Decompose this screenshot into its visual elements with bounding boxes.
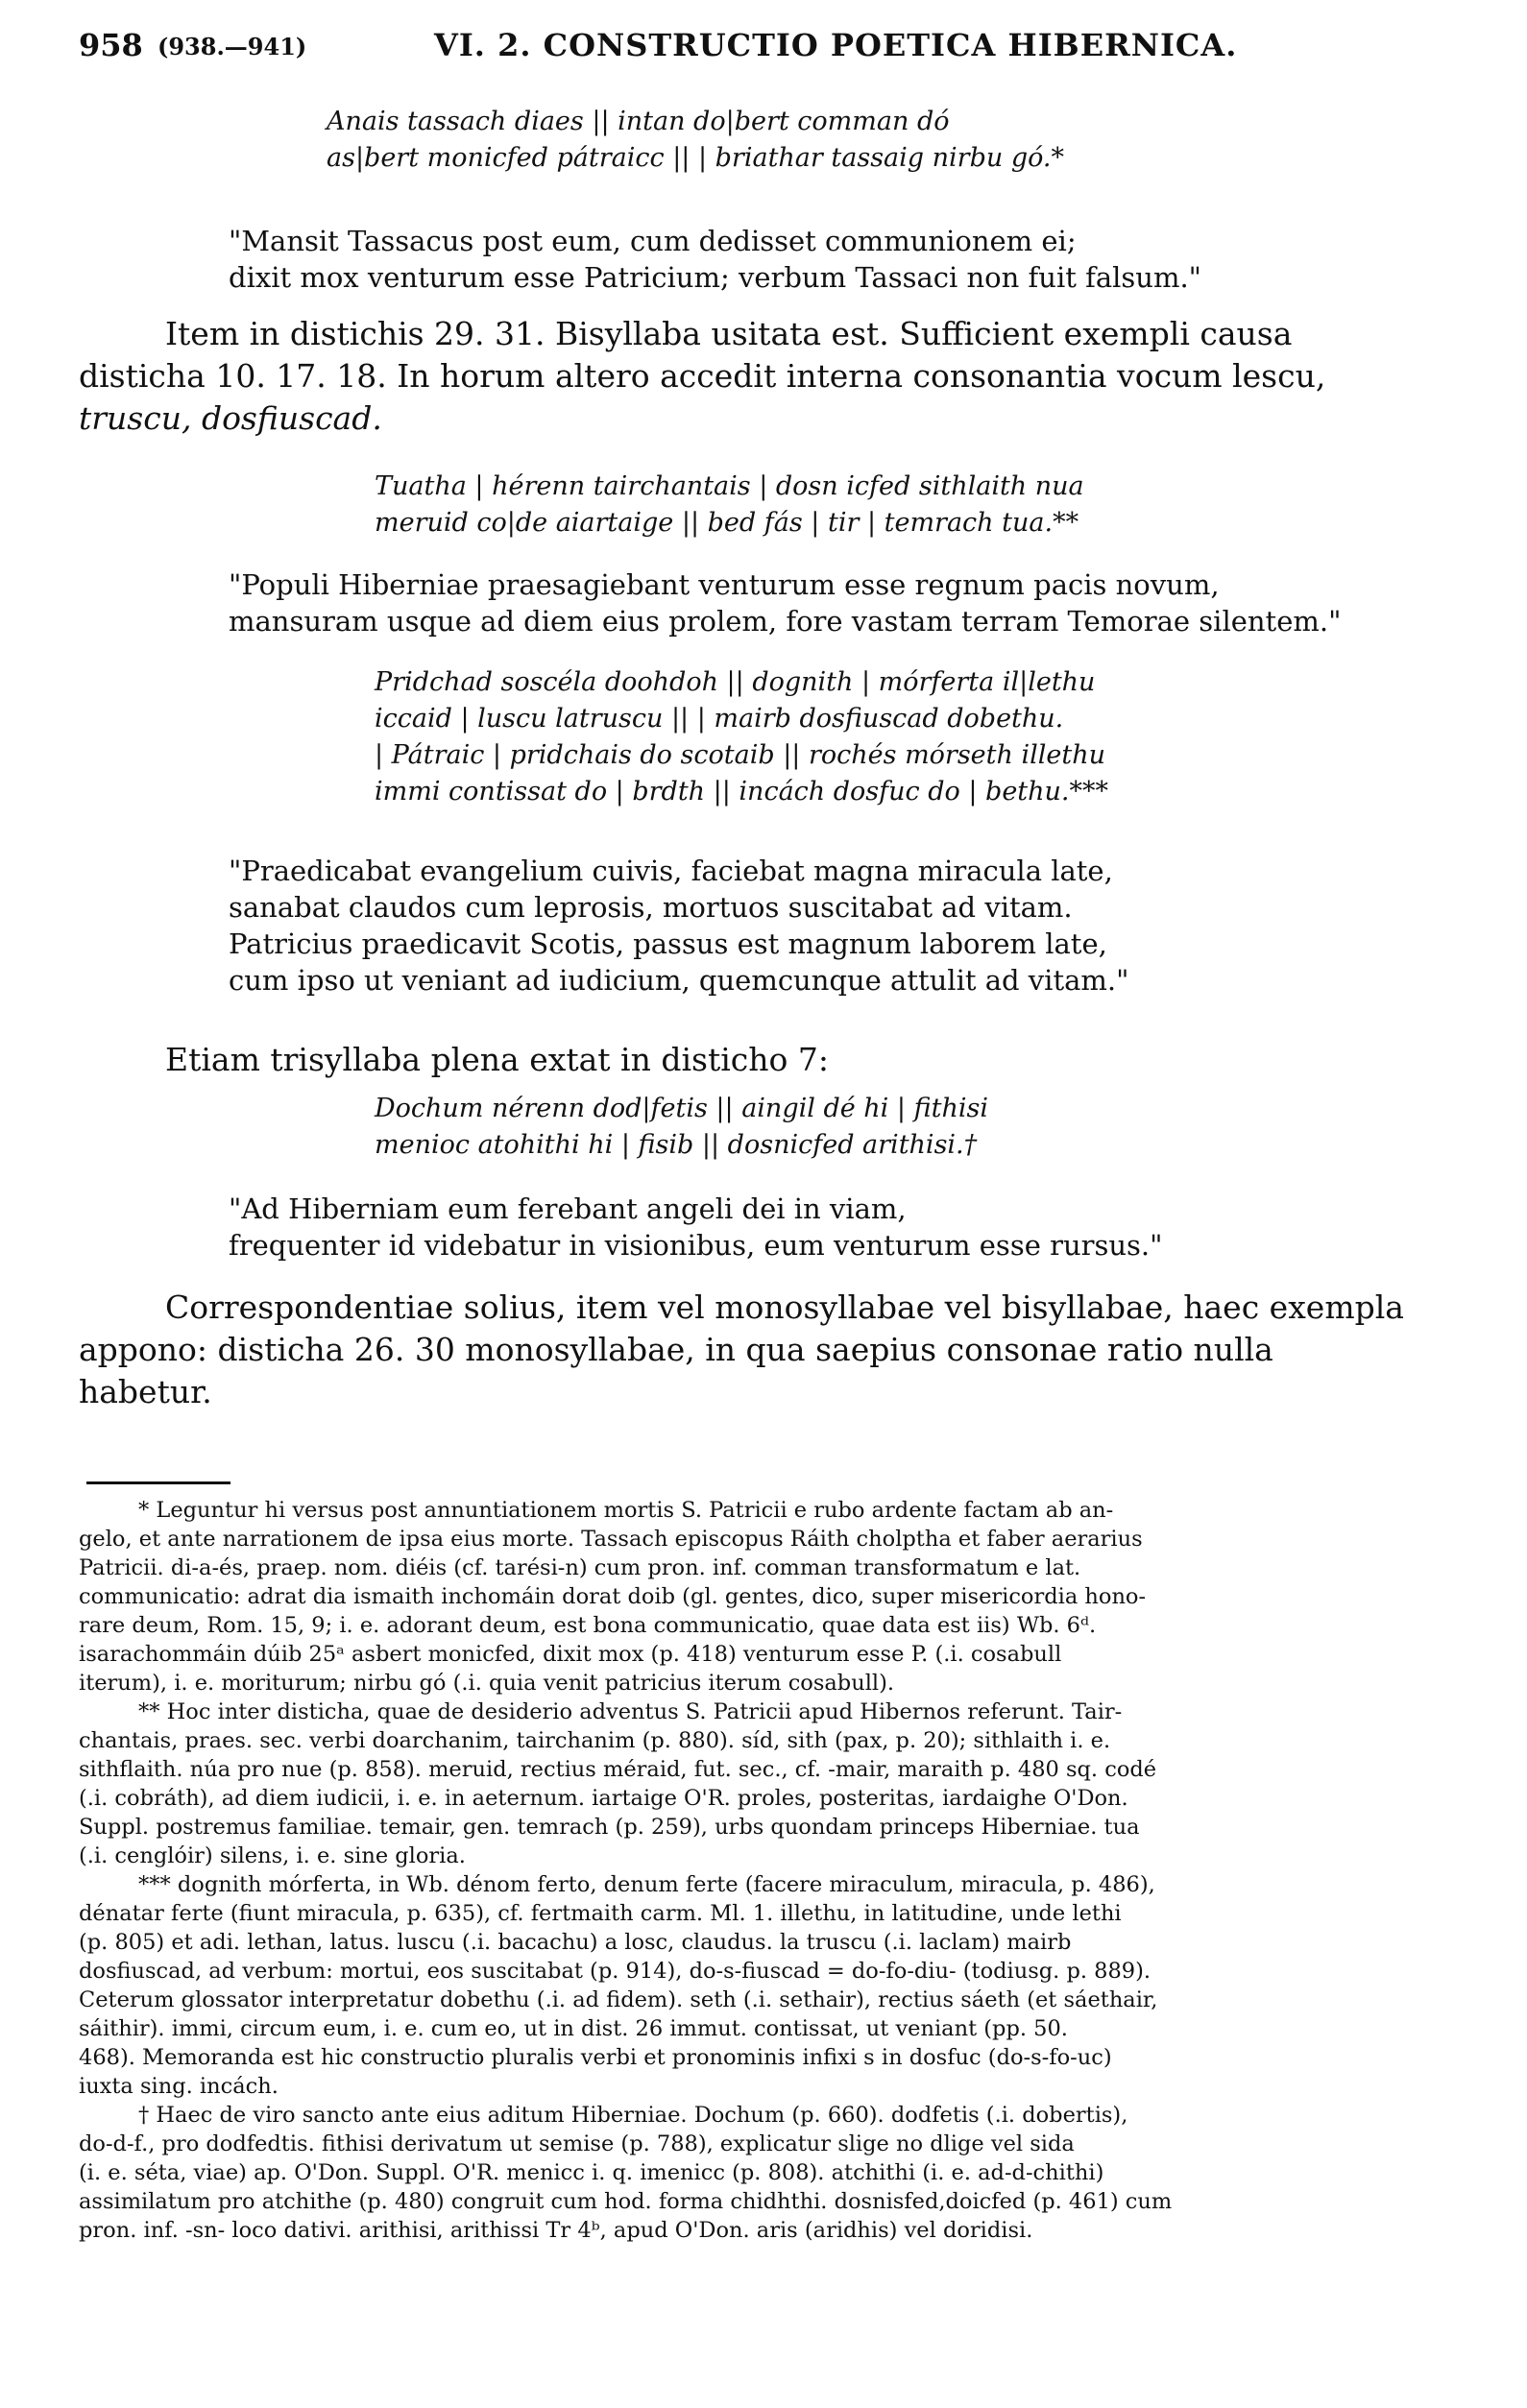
footnote-line: *** dognith mórferta, in Wb. dénom ferto, denum ferte (facere miraculum, miracula, p. 486), <box>138 1872 1155 1897</box>
footnote-line: Patricii. di-a-és, praep. nom. diéis (cf. tarési-n) cum pron. inf. comman transformatum e lat. <box>79 1555 1081 1580</box>
footnote-line: 468). Memoranda est hic constructio pluralis verbi et pronominis infixi s in dosfuc (do-s-fo-uc) <box>79 2045 1112 2070</box>
translation-line: "Mansit Tassacus post eum, cum dedisset communionem ei; <box>229 225 1077 257</box>
paragraph-bisyllaba <box>79 313 1466 440</box>
footnote-line: * Leguntur hi versus post annuntiationem mortis S. Patricii e rubo ardente factam ab an- <box>138 1498 1114 1523</box>
footnote-line: dosfiuscad, ad verbum: mortui, eos suscitabat (p. 914), do-s-fiuscad = do-fo-diu- (todiusg. p. 889). <box>79 1959 1151 1984</box>
footnote-line: ** Hoc inter disticha, quae de desiderio adventus S. Patricii apud Hibernos referunt. Tair- <box>138 1699 1123 1724</box>
paragraph-line: appono: disticha 26. 30 monosyllabae, in qua saepius consonae ratio nulla <box>79 1331 1273 1368</box>
footnote-line: pron. inf. -sn- loco dativi. arithisi, arithissi Tr 4ᵇ, apud O'Don. aris (aridhis) vel doridisi. <box>79 2218 1033 2243</box>
page-number: 958 <box>79 27 143 63</box>
translation-line: "Populi Hiberniae praesagiebant venturum esse regnum pacis novum, <box>229 568 1220 601</box>
translation-line: "Praedicabat evangelium cuivis, faciebat magna miracula late, <box>229 855 1113 887</box>
verse-line: Dochum nérenn dod|fetis || aingil dé hi | fithisi <box>375 1094 988 1123</box>
translation-line: dixit mox venturum esse Patricium; verbum Tassaci non fuit falsum." <box>229 261 1202 294</box>
verse-block-3 <box>375 664 1108 810</box>
footnote-line: chantais, praes. sec. verbi doarchanim, tairchanim (p. 880). síd, sith (pax, p. 20); sithlaith i. e. <box>79 1728 1111 1753</box>
footnote-line: † Haec de viro sancto ante eius aditum Hiberniae. Dochum (p. 660). dodfetis (.i. dobertis), <box>138 2103 1128 2128</box>
footnote-line: (.i. cobráth), ad diem iudicii, i. e. in aeternum. iartaige O'R. proles, posteritas, iardaighe O'Don. <box>79 1786 1128 1811</box>
translation-block-3 <box>229 853 1128 999</box>
page-header <box>79 27 1471 75</box>
footnote-line: communicatio: adrat dia ismaith inchomáin dorat doib (gl. gentes, dico, super misericordia hono- <box>79 1584 1147 1609</box>
running-title: VI. 2. CONSTRUCTIO POETICA HIBERNICA. <box>434 27 1238 63</box>
verse-line: Anais tassach diaes || intan do|bert comman dó <box>327 107 950 136</box>
translation-line: mansuram usque ad diem eius prolem, fore vastam terram Temorae silentem." <box>229 605 1342 638</box>
translation-line: cum ipso ut veniant ad iudicium, quemcunque attulit ad vitam." <box>229 964 1129 997</box>
verse-line: | Pátraic | pridchais do scotaib || rochés mórseth illethu <box>375 740 1105 770</box>
translation-block-4 <box>229 1191 1162 1264</box>
verse-block-1 <box>327 104 1064 177</box>
footnote-line: assimilatum pro atchithe (p. 480) congruit cum hod. forma chidhthi. dosnisfed,doicfed (p. 461) cum <box>79 2189 1173 2214</box>
footnote-line: (.i. cenglóir) silens, i. e. sine gloria. <box>79 1843 466 1868</box>
verse-line: Pridchad soscéla doohdoh || dognith | mórferta il|lethu <box>375 667 1096 697</box>
footnote-divider <box>86 1481 230 1484</box>
paragraph-line: Item in distichis 29. 31. Bisyllaba usitata est. Sufficient exempli causa <box>165 315 1293 352</box>
footnote-line: Ceterum glossator interpretatur dobethu (.i. ad fidem). seth (.i. sethair), rectius sáeth (et sáethair, <box>79 1987 1158 2012</box>
translation-block-2 <box>229 566 1341 639</box>
verse-block-2 <box>375 469 1084 542</box>
section-range: (938.—941) <box>158 33 307 60</box>
footnote-line: (p. 805) et adi. lethan, latus. luscu (.i. bacachu) a losc, claudus. la truscu (.i. laclam) mairb <box>79 1930 1072 1955</box>
footnote-line: iuxta sing. incách. <box>79 2074 279 2099</box>
verse-line: meruid co|de aiartaige || bed fás | tir | temrach tua.** <box>375 508 1079 538</box>
footnote-line: do-d-f., pro dodfedtis. fithisi derivatum ut semise (p. 788), explicatur slige no dlige vel sida <box>79 2131 1075 2156</box>
paragraph-line: Correspondentiae solius, item vel monosyllabae vel bisyllabae, haec exempla <box>165 1288 1404 1326</box>
footnotes <box>79 1496 1471 2245</box>
verse-line: immi contissat do | brdth || incách dosfuc do | bethu.*** <box>375 777 1109 807</box>
paragraph-line: habetur. <box>79 1373 212 1410</box>
translation-line: sanabat claudos cum leprosis, mortuos suscitabat ad vitam. <box>229 891 1073 924</box>
paragraph-line: disticha 10. 17. 18. In horum altero accedit interna consonantia vocum lescu, <box>79 357 1326 395</box>
verse-line: menioc atohithi hi | fisib || dosnicfed arithisi.† <box>375 1130 978 1160</box>
verse-line: as|bert monicfed pátraicc || | briathar tassaig nirbu gó.* <box>327 143 1064 173</box>
translation-line: frequenter id videbatur in visionibus, eum venturum esse rursus." <box>229 1229 1163 1262</box>
footnote-line: gelo, et ante narrationem de ipsa eius morte. Tassach episcopus Ráith cholptha et faber aerarius <box>79 1527 1143 1552</box>
footnote-line: sithflaith. núa pro nue (p. 858). meruid, rectius méraid, fut. sec., cf. -mair, maraith p. 480 sq. codé <box>79 1757 1157 1782</box>
paragraph-line: Etiam trisyllaba plena extat in disticho 7: <box>165 1041 829 1078</box>
verse-block-4 <box>375 1091 988 1164</box>
translation-line: "Ad Hiberniam eum ferebant angeli dei in viam, <box>229 1192 907 1225</box>
footnote-line: iterum), i. e. moriturum; nirbu gó (.i. quia venit patricius iterum cosabull). <box>79 1671 895 1696</box>
footnote-line: sáithir). immi, circum eum, i. e. cum eo, ut in dist. 26 immut. contissat, ut veniant (pp. 50. <box>79 2016 1068 2041</box>
footnote-line: (i. e. séta, viae) ap. O'Don. Suppl. O'R. menicc i. q. imenicc (p. 808). atchithi (i. e. ad-d-chithi) <box>79 2160 1104 2185</box>
footnote-line: dénatar ferte (fiunt miracula, p. 635), cf. fertmaith carm. Ml. 1. illethu, in latitudine, unde lethi <box>79 1901 1122 1926</box>
verse-line: Tuatha | hérenn tairchantais | dosn icfed sithlaith nua <box>375 471 1084 501</box>
paragraph-trisyllaba <box>79 1039 1466 1081</box>
paragraph-correspondentiae <box>79 1287 1466 1413</box>
paragraph-line: truscu, dosfiuscad. <box>79 399 382 437</box>
translation-line: Patricius praedicavit Scotis, passus est magnum laborem late, <box>229 927 1107 960</box>
translation-block-1 <box>229 223 1201 296</box>
footnote-line: isarachommáin dúib 25ᵃ asbert monicfed, dixit mox (p. 418) venturum esse P. (.i. cosabull <box>79 1642 1062 1667</box>
verse-line: iccaid | luscu latruscu || | mairb dosfiuscad dobethu. <box>375 704 1064 734</box>
footnote-line: rare deum, Rom. 15, 9; i. e. adorant deum, est bona communicatio, quae data est iis) Wb. 6ᵈ. <box>79 1613 1097 1638</box>
footnote-line: Suppl. postremus familiae. temair, gen. temrach (p. 259), urbs quondam princeps Hiberniae. tua <box>79 1815 1140 1840</box>
